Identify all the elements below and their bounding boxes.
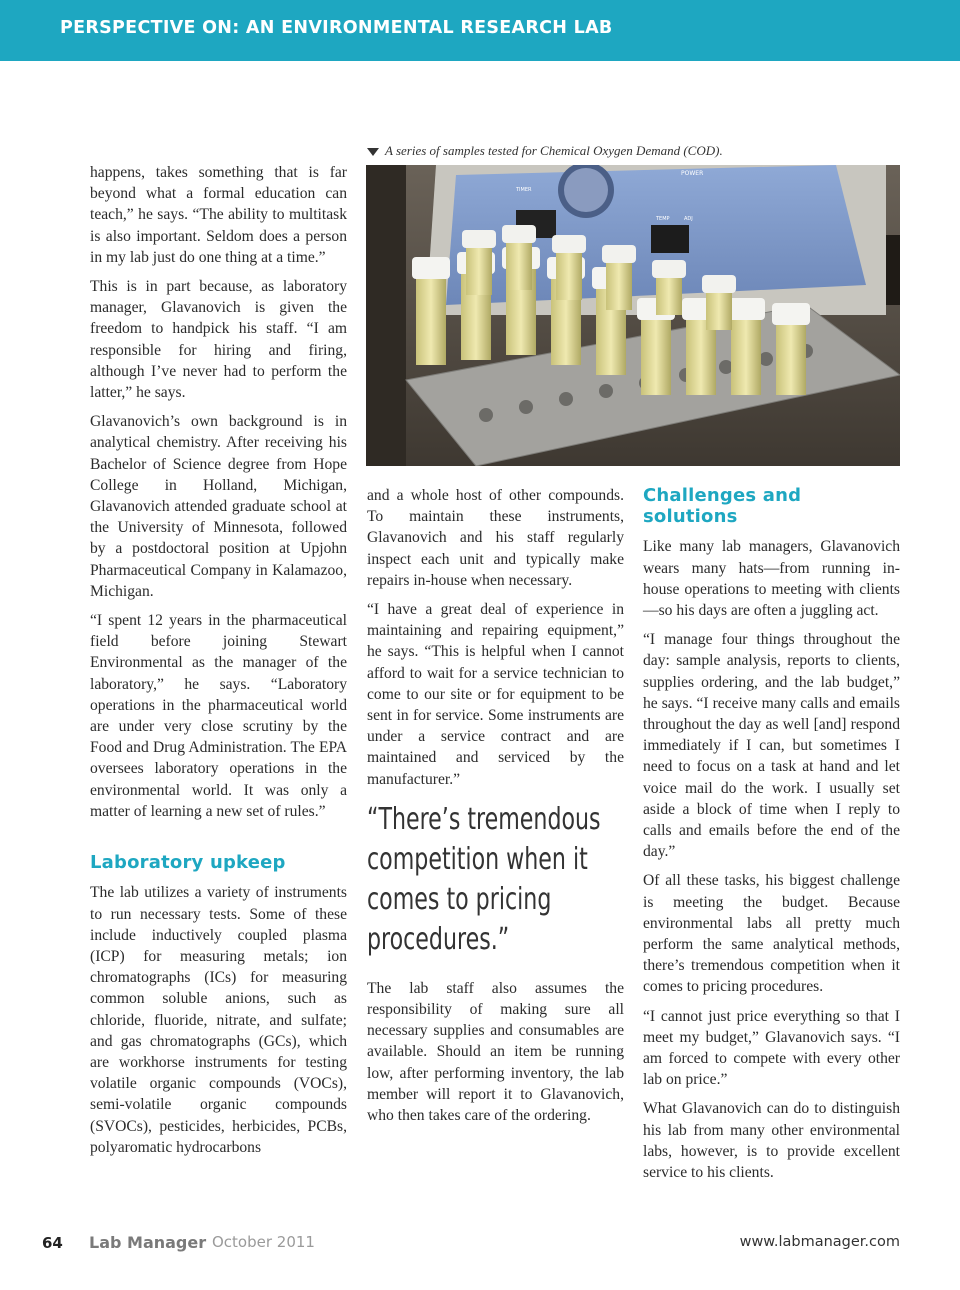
device-label-temp: TEMP (656, 216, 670, 222)
col2-paragraph-2: “I have a great deal of experience in maintaining and repairing equipment,” he says. “This is helpful when I cannot afford to wait for a service technician to come to our site or for equipment to be sent in for service. Some instruments are under a service contract and are maintained and serviced by the manufacturer.” (367, 601, 624, 788)
article-column-3 (643, 485, 900, 1191)
article-column-2 (367, 485, 624, 1134)
magazine-name: Lab Manager (89, 1233, 207, 1252)
col3-paragraph-2: “I manage four things throughout the day: sample analysis, reports to clients, supplies ordering, and the lab budget,” he says. “I receive many calls and emails throughout the day as well [and] respond immediately if I can, but sometimes I need to focus on a task at hand and let voice mail do the work. I usually set aside a block of time when I reply to calls and emails before the end of the day.” (643, 631, 900, 861)
challenges-heading: Challenges and solutions (643, 485, 802, 528)
col1-paragraph-3: Glavanovich’s own background is in analytical chemistry. After receiving his Bachelor of Science degree from Hope College in Holland, Michigan, Glavanovich attended graduate school at the University of Minnesota, followed by a postdoctoral position at Upjohn Pharmaceutical Company in Kalamazoo, Michigan. (90, 413, 347, 600)
col3-paragraph-4: “I cannot just price everything so that I meet my budget,” Glavanovich says. “I am forced to compete with every other lab on price.” (643, 1007, 900, 1089)
laboratory-upkeep-heading: Laboratory upkeep (90, 852, 286, 874)
device-label-adj: ADJ (684, 216, 693, 222)
article-column-1 (90, 162, 347, 1166)
col3-paragraph-5: What Glavanovich can do to distinguish his lab from many other environmental labs, however, is to provide excellent service to his clients. (643, 1100, 900, 1182)
section-banner (0, 0, 960, 61)
col1-paragraph-2: This is in part because, as laboratory manager, Glavanovich is given the freedom to handpick his staff. “I am responsible for hiring and firing, although I’ve never had to perform the latter,” he says. (90, 278, 347, 402)
pull-quote: “There’s tremendous competition when it comes to pricing procedures.” (367, 801, 601, 957)
cod-samples-illustration (366, 165, 900, 466)
issue-date: October 2011 (212, 1233, 315, 1251)
caption-triangle-icon (367, 148, 379, 156)
col2-paragraph-1: and a whole host of other compounds. To maintain these instruments, Glavanovich and his staff regularly inspect each unit and typically make repairs in-house when necessary. (367, 487, 624, 589)
figure-caption (367, 143, 723, 159)
figure-caption-text: A series of samples tested for Chemical Oxygen Demand (COD). (385, 143, 723, 158)
cod-samples-photo (366, 165, 900, 466)
col3-paragraph-1: Like many lab managers, Glavanovich wears many hats—from running in-house operations to meeting with clients—so his days are often a juggling act. (643, 538, 900, 620)
device-label-power: POWER (681, 170, 704, 177)
col2-paragraph-3: The lab staff also assumes the responsibility of making sure all necessary supplies and consumables are available. Should an item be running low, after performing inventory, the lab member will report it to Glavanovich, who then takes care of the ordering. (367, 979, 624, 1125)
col1-paragraph-1: happens, takes something that is far beyond what a formal education can teach,” he says. “The ability to multitask is also important. Seldom does a person in my lab just do one thing at a time.” (90, 164, 347, 266)
device-label-timer: TIMER (516, 187, 532, 193)
page-number: 64 (42, 1234, 63, 1252)
col1-paragraph-5: The lab utilizes a variety of instruments to run necessary tests. Some of these include inductively coupled plasma (ICP) for measuring metals; ion chromatographs (ICs) for measuring common soluble anions, such as chloride, fluoride, nitrate, and sulfate; and gas chromatographs (GCs), which are workhorse instruments for testing volatile organic compounds (VOCs), semi-volatile organic compounds (SVOCs), pesticides, herbicides, PCBs, polyaromatic hydrocarbons (90, 884, 347, 1156)
banner-title: PERSPECTIVE ON: AN ENVIRONMENTAL RESEARCH LAB (60, 18, 613, 38)
col1-paragraph-4: “I spent 12 years in the pharmaceutical field before joining Stewart Environmental as the manager of the laboratory,” he says. “Laboratory operations in the pharmaceutical world are under very close scrutiny by the Food and Drug Administration. The EPA oversees laboratory operations in the environmental world. It was only a matter of learning a new set of rules.” (90, 612, 347, 820)
website-link[interactable]: www.labmanager.com (739, 1234, 900, 1250)
col3-paragraph-3: Of all these tasks, his biggest challenge is meeting the budget. Because environmental labs all pretty much perform the same analytical methods, there’s tremendous competition when it comes to pricing procedures. (643, 872, 900, 996)
